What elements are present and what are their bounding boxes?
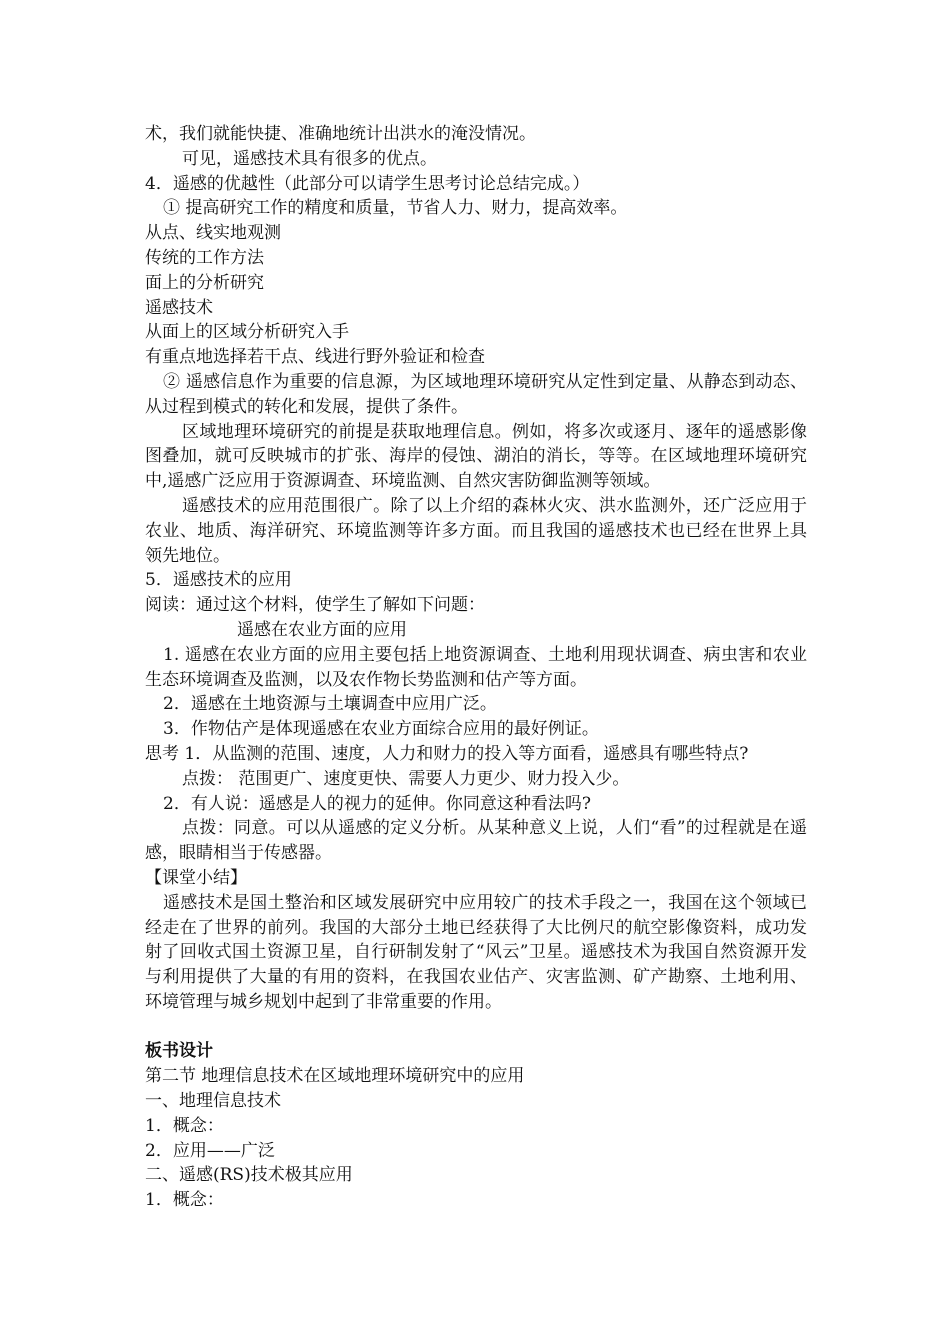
hint-one: 点拨： 范围更广、速度更快、需要人力更少、财力投入少。	[182, 768, 630, 789]
heading-rs-application: 5．遥感技术的应用	[145, 570, 292, 591]
reading-point-one: 1. 遥感在农业方面的应用主要包括上地资源调查、土地利用现状调查、病虫害和农业生态环境调查及监测，以及农作物长势监测和估产等方面。	[145, 644, 807, 690]
heading-class-summary: 【课堂小结】	[145, 867, 247, 888]
heading-rs-superiority: 4．遥感的优越性（此部分可以请学生思考讨论总结完成。）	[145, 173, 590, 194]
diagram-label-regional-analysis: 从面上的区域分析研究入手	[145, 322, 349, 343]
board-item-gis: 一、地理信息技术	[145, 1091, 281, 1112]
diagram-label-field-observation: 从点、线实地观测	[145, 223, 281, 244]
think-question-one: 思考 1．从监测的范围、速度，人力和财力的投入等方面看，遥感具有哪些特点?	[145, 743, 749, 764]
board-item-application: 2．应用——广泛	[145, 1140, 275, 1161]
paragraph-summary: 遥感技术是国土整治和区域发展研究中应用较广的技术手段之一，我国在这个领域已经走在了世界的前列。我国的大部分土地已经获得了大比例尺的航空影像资料，成功发射了回收式国土资源卫星，自行研制发射了“风云”卫星。遥感技术为我国自然资源开发与利用提供了大量的有用的资料，在我国农业估产、灾害监测、矿产勘察、土地利用、环境管理与城乡规划中起到了非常重要的作用。	[145, 892, 807, 1012]
point-two: ② 遥感信息作为重要的信息源，为区域地理环境研究从定性到定量、从静态到动态、从过程到模式的转化和发展，提供了条件。	[145, 371, 807, 417]
think-question-two: 2．有人说：遥感是人的视力的延伸。你同意这种看法吗?	[163, 793, 591, 814]
reading-title: 遥感在农业方面的应用	[237, 619, 407, 640]
hint-two: 点拨：同意。可以从遥感的定义分析。从某种意义上说，人们“看”的过程就是在遥感，眼睛相当于传感器。	[145, 818, 807, 864]
diagram-label-remote-sensing: 遥感技术	[145, 297, 213, 318]
diagram-label-field-verification: 有重点地选择若干点、线进行野外验证和检查	[145, 347, 485, 368]
reading-point-three: 3．作物估产是体现遥感在农业方面综合应用的最好例证。	[163, 719, 599, 740]
section-spacer	[145, 1015, 807, 1040]
board-item-concept-two: 1．概念：	[145, 1190, 224, 1211]
diagram-label-traditional-method: 传统的工作方法	[145, 247, 264, 268]
paragraph-advantages: 可见，遥感技术具有很多的优点。	[182, 148, 437, 169]
board-section-title: 第二节 地理信息技术在区域地理环境研究中的应用	[145, 1066, 525, 1087]
reading-intro: 阅读：通过这个材料，使学生了解如下问题：	[145, 595, 485, 616]
board-item-rs: 二、遥感(RS)技术极其应用	[145, 1165, 353, 1186]
document-body	[145, 122, 807, 1213]
reading-point-two: 2．遥感在土地资源与土壤调查中应用广泛。	[163, 694, 497, 715]
board-item-concept-one: 1．概念：	[145, 1115, 224, 1136]
paragraph-application-scope: 遥感技术的应用范围很广。除了以上介绍的森林火灾、洪水监测外，还广泛应用于农业、地质、海洋研究、环境监测等许多方面。而且我国的遥感技术也已经在世界上具领先地位。	[145, 495, 807, 566]
diagram-label-surface-analysis: 面上的分析研究	[145, 272, 264, 293]
point-one: ① 提高研究工作的精度和质量，节省人力、财力，提高效率。	[163, 198, 628, 219]
paragraph-geo-info-premise: 区域地理环境研究的前提是获取地理信息。例如，将多次或逐月、逐年的遥感影像图叠加，就可反映城市的扩张、海岸的侵蚀、湖泊的消长，等等。在区域地理环境研究中,遥感广泛应用于资源调查、环境监测、自然灾害防御监测等领域。	[145, 421, 807, 492]
heading-board-design: 板书设计	[145, 1041, 213, 1062]
paragraph-flood-stats: 术，我们就能快捷、准确地统计出洪水的淹没情况。	[145, 124, 536, 144]
